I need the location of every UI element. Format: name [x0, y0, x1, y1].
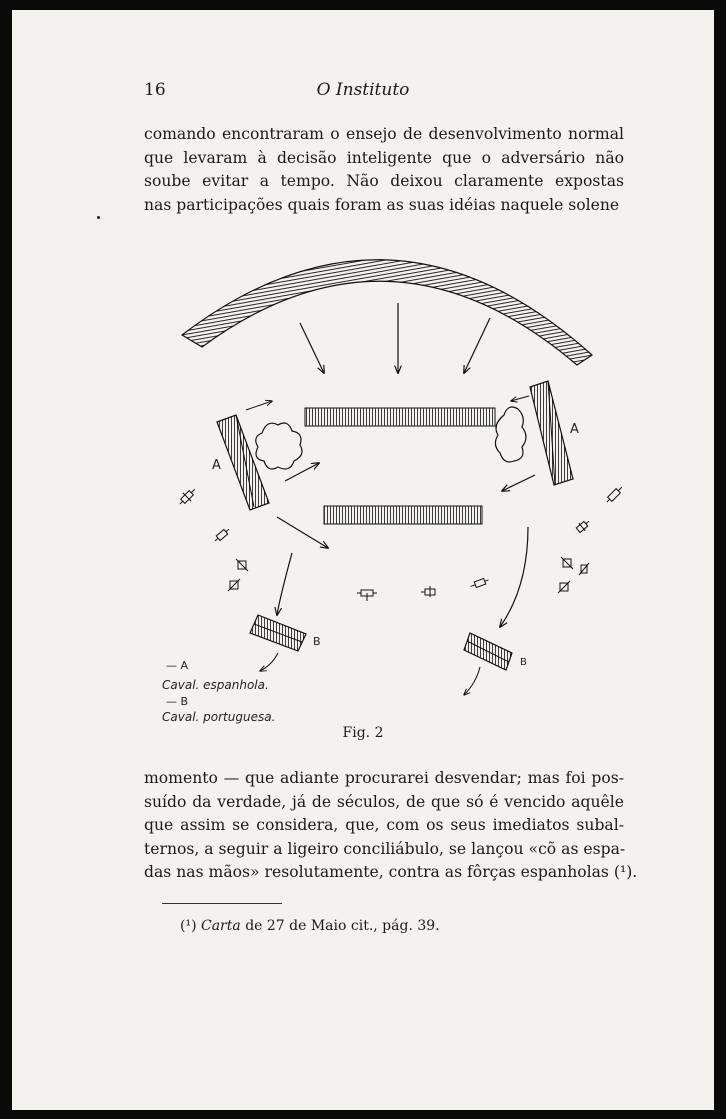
left-a-block — [217, 415, 269, 510]
text-line: das nas mãos» resolutamente, contra as fôrças espanholas (¹). — [144, 863, 638, 881]
legend-b-text: Caval. portuguesa. — [162, 710, 276, 724]
formation-bar-upper — [305, 408, 495, 426]
page-number: 16 — [144, 80, 166, 100]
legend-a-text: Caval. espanhola. — [162, 678, 269, 692]
arrow — [502, 475, 535, 491]
arrow — [511, 396, 529, 401]
formation-bar-lower — [324, 506, 482, 524]
arrow — [500, 527, 528, 627]
legend-b-key: — B — [166, 695, 189, 708]
footnote-marker: (¹) — [180, 918, 197, 934]
arrow — [300, 323, 324, 373]
text-line: momento — que adiante procurarei desvendar; mas foi pos- — [144, 769, 624, 787]
battle-diagram — [162, 235, 632, 725]
document-page — [12, 10, 714, 1110]
label-a-right: A — [570, 422, 579, 437]
label-a-left: A — [212, 458, 221, 473]
infantry-cloud — [256, 423, 302, 469]
text-line: ternos, a seguir a ligeiro conciliábulo, se lançou «cõ as espa- — [144, 839, 626, 858]
footnote — [180, 918, 440, 934]
arrow — [464, 318, 490, 373]
figure-caption: Fig. 2 — [342, 725, 384, 741]
arc-formation — [182, 260, 592, 365]
print-speck — [97, 216, 100, 219]
infantry-cloud — [495, 407, 526, 462]
text-line: soube evitar a tempo. Não deixou claramente expostas — [144, 172, 624, 190]
legend-a-key: — A — [166, 659, 189, 672]
footnote-divider — [162, 903, 282, 904]
label-b-left: B — [313, 635, 321, 648]
text-line: suído da verdade, já de séculos, de que só é vencido aquêle — [144, 792, 624, 811]
page-header — [12, 80, 714, 104]
arrow — [260, 653, 278, 671]
arrow — [246, 401, 272, 410]
running-title: O Instituto — [316, 80, 410, 100]
label-b-right: B — [520, 657, 527, 668]
text-line: que assim se considera, que, com os seus imediatos subal- — [144, 816, 624, 834]
footnote-title: Carta — [201, 918, 241, 934]
arrow — [277, 553, 292, 615]
text-line: nas participações quais foram as suas idéias naquele solene — [144, 195, 620, 214]
footnote-text: de 27 de Maio cit., pág. 39. — [245, 918, 440, 934]
paragraph-bottom — [144, 767, 638, 885]
paragraph-top — [144, 123, 624, 217]
text-line: comando encontraram o ensejo de desenvolvimento normal — [144, 125, 624, 143]
arrow — [277, 517, 328, 548]
arrow — [285, 463, 319, 481]
text-line: que levaram à decisão inteligente que o adversário não — [144, 148, 624, 167]
arrow — [464, 667, 480, 695]
small-unit-markers — [176, 485, 624, 601]
